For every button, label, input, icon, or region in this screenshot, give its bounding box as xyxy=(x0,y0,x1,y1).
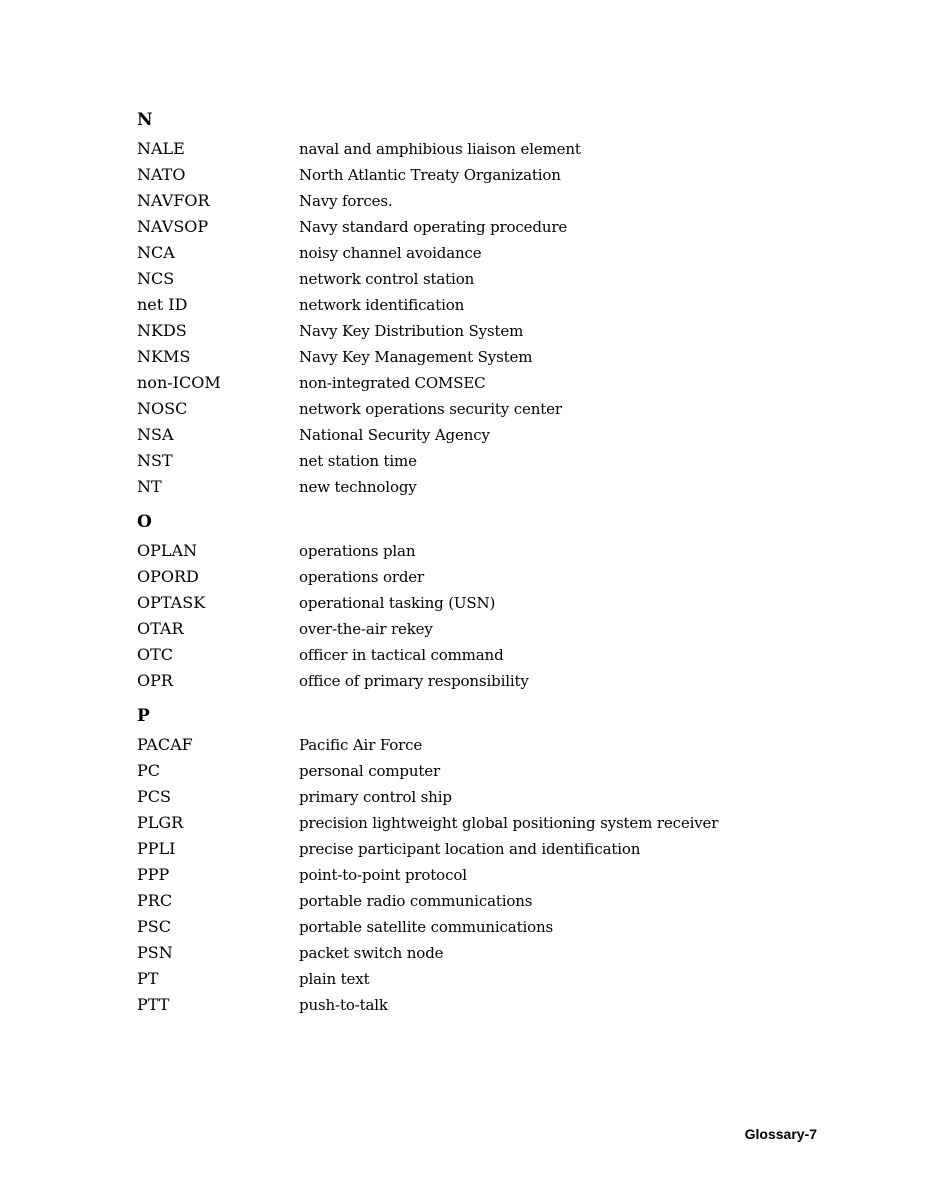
glossary-entry xyxy=(137,370,837,396)
glossary-entry xyxy=(137,668,837,694)
entry-term: OPORD xyxy=(137,567,199,586)
glossary-entry xyxy=(137,344,837,370)
entry-definition: net station time xyxy=(299,452,417,470)
entry-definition: portable radio communications xyxy=(299,892,533,910)
entry-term: NAVSOP xyxy=(137,217,209,236)
entry-term: NCS xyxy=(137,269,175,288)
entry-definition: noisy channel avoidance xyxy=(299,244,482,262)
glossary-entry xyxy=(137,214,837,240)
entry-definition: naval and amphibious liaison element xyxy=(299,140,581,158)
entry-definition: National Security Agency xyxy=(299,426,490,444)
entry-definition: portable satellite communications xyxy=(299,918,554,936)
glossary-entry xyxy=(137,992,837,1018)
entry-term: net ID xyxy=(137,295,188,314)
glossary-entry xyxy=(137,616,837,642)
glossary-list xyxy=(137,110,837,1018)
entry-term: PSN xyxy=(137,943,173,962)
entry-term: NST xyxy=(137,451,173,470)
entry-definition: network operations security center xyxy=(299,400,562,418)
entry-definition: network control station xyxy=(299,270,475,288)
entry-definition: Navy standard operating procedure xyxy=(299,218,568,236)
entry-term: OPLAN xyxy=(137,541,198,560)
glossary-entry xyxy=(137,642,837,668)
glossary-entry xyxy=(137,162,837,188)
entry-term: PSC xyxy=(137,917,171,936)
entry-term: PLGR xyxy=(137,813,184,832)
entry-definition: operations order xyxy=(299,568,425,586)
entry-definition: non-integrated COMSEC xyxy=(299,374,486,392)
entry-definition: packet switch node xyxy=(299,944,444,962)
entry-definition: push-to-talk xyxy=(299,996,388,1014)
page-number: Glossary-7 xyxy=(744,1126,817,1142)
entry-definition: Navy forces. xyxy=(299,192,393,210)
entry-term: NCA xyxy=(137,243,175,262)
entry-definition: primary control ship xyxy=(299,788,452,806)
entry-definition: plain text xyxy=(299,970,370,988)
entry-term: PTT xyxy=(137,995,170,1014)
entry-term: PPLI xyxy=(137,839,176,858)
glossary-entry xyxy=(137,538,837,564)
glossary-entry xyxy=(137,564,837,590)
glossary-entry xyxy=(137,810,837,836)
entry-term: NOSC xyxy=(137,399,188,418)
glossary-entry xyxy=(137,422,837,448)
section-letter: N xyxy=(137,110,153,130)
glossary-entry xyxy=(137,914,837,940)
glossary-entry xyxy=(137,862,837,888)
glossary-entry xyxy=(137,836,837,862)
entry-definition: North Atlantic Treaty Organization xyxy=(299,166,561,184)
glossary-entry xyxy=(137,292,837,318)
entry-term: PC xyxy=(137,761,161,780)
entry-definition: new technology xyxy=(299,478,417,496)
entry-definition: operations plan xyxy=(299,542,416,560)
glossary-entry xyxy=(137,784,837,810)
entry-term: PPP xyxy=(137,865,170,884)
entry-definition: precise participant location and identification xyxy=(299,840,641,858)
entry-definition: officer in tactical command xyxy=(299,646,504,664)
glossary-section-p xyxy=(137,706,837,1018)
glossary-entry xyxy=(137,758,837,784)
section-letter: P xyxy=(137,706,150,726)
entry-term: PRC xyxy=(137,891,173,910)
entry-term: OPR xyxy=(137,671,173,690)
entry-term: PACAF xyxy=(137,735,193,754)
glossary-section-n xyxy=(137,110,837,500)
entry-definition: network identification xyxy=(299,296,465,314)
glossary-section-o xyxy=(137,512,837,694)
glossary-entry xyxy=(137,318,837,344)
entry-definition: precision lightweight global positioning system receiver xyxy=(299,814,719,832)
section-letter: O xyxy=(137,512,152,532)
entry-term: NAVFOR xyxy=(137,191,210,210)
glossary-entry xyxy=(137,136,837,162)
entry-term: NKMS xyxy=(137,347,191,366)
glossary-entry xyxy=(137,188,837,214)
entry-definition: point-to-point protocol xyxy=(299,866,467,884)
entry-definition: Navy Key Management System xyxy=(299,348,533,366)
entry-term: NALE xyxy=(137,139,185,158)
glossary-entry xyxy=(137,732,837,758)
glossary-entry xyxy=(137,396,837,422)
entry-term: NSA xyxy=(137,425,174,444)
entry-term: OTC xyxy=(137,645,174,664)
entry-definition: over-the-air rekey xyxy=(299,620,433,638)
entry-term: non-ICOM xyxy=(137,373,221,392)
entry-definition: office of primary responsibility xyxy=(299,672,529,690)
entry-term: NATO xyxy=(137,165,186,184)
entry-term: PT xyxy=(137,969,159,988)
entry-term: PCS xyxy=(137,787,171,806)
entry-term: NKDS xyxy=(137,321,187,340)
glossary-entry xyxy=(137,966,837,992)
entry-definition: Navy Key Distribution System xyxy=(299,322,524,340)
entry-definition: operational tasking (USN) xyxy=(299,594,496,612)
entry-definition: Pacific Air Force xyxy=(299,736,423,754)
glossary-entry xyxy=(137,940,837,966)
glossary-entry xyxy=(137,590,837,616)
glossary-entry xyxy=(137,448,837,474)
glossary-entry xyxy=(137,474,837,500)
entry-term: OTAR xyxy=(137,619,184,638)
glossary-entry xyxy=(137,888,837,914)
glossary-entry xyxy=(137,240,837,266)
entry-term: NT xyxy=(137,477,162,496)
entry-definition: personal computer xyxy=(299,762,440,780)
entry-term: OPTASK xyxy=(137,593,206,612)
glossary-entry xyxy=(137,266,837,292)
